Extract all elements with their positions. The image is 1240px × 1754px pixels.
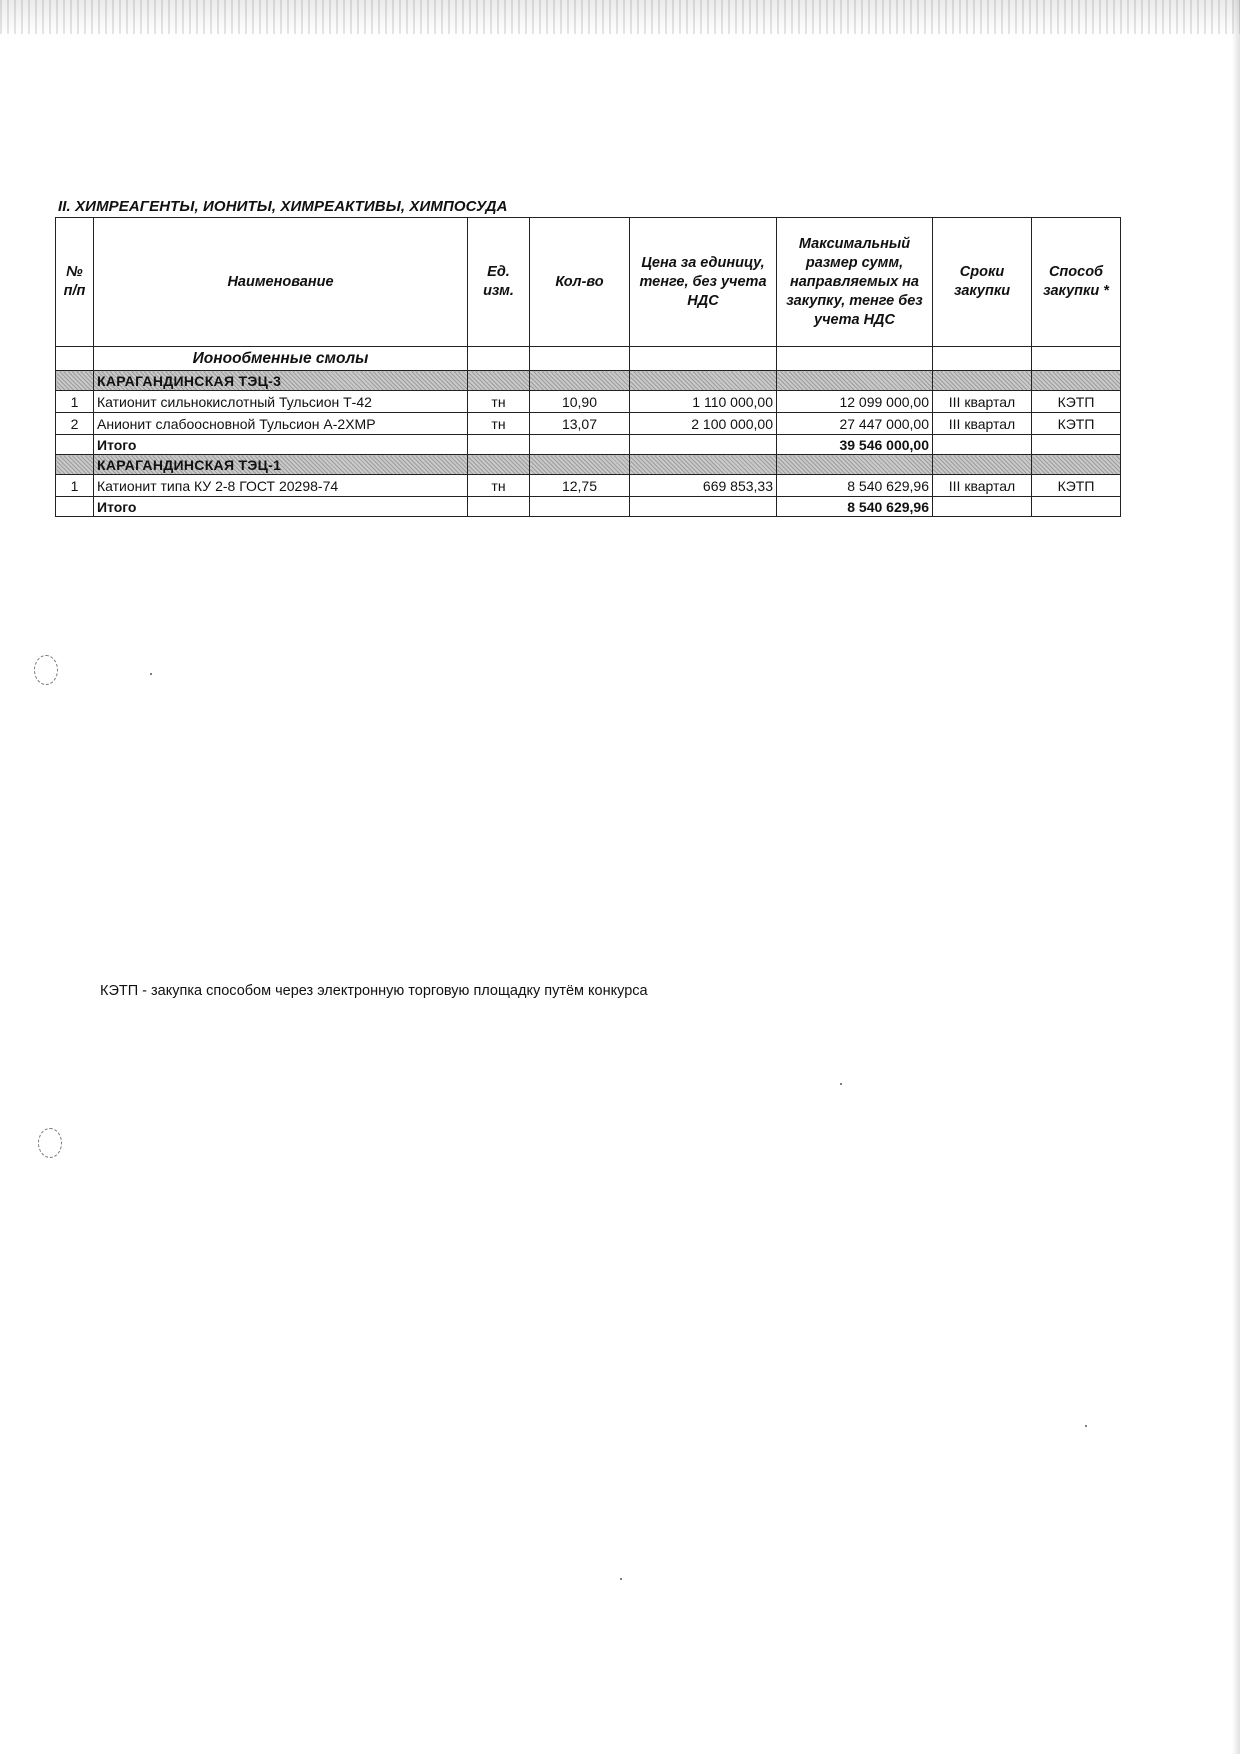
cell-empty <box>630 435 777 455</box>
cell-empty <box>1032 347 1121 371</box>
row-num: 2 <box>56 413 94 435</box>
row-qty: 13,07 <box>530 413 630 435</box>
row-name: Анионит слабоосновной Тульсион А-2ХМР <box>94 413 468 435</box>
cell-empty <box>777 455 933 475</box>
cell-empty <box>933 497 1032 517</box>
row-term: III квартал <box>933 391 1032 413</box>
cell-empty <box>630 371 777 391</box>
header-method: Способ закупки * <box>1032 218 1121 347</box>
row-term: III квартал <box>933 413 1032 435</box>
cell-empty <box>630 347 777 371</box>
row-qty: 12,75 <box>530 475 630 497</box>
row-qty: 10,90 <box>530 391 630 413</box>
punch-hole-mark <box>34 655 58 685</box>
row-num: 1 <box>56 475 94 497</box>
scan-speck <box>620 1578 622 1580</box>
header-unit: Ед. изм. <box>468 218 530 347</box>
total-sum: 39 546 000,00 <box>777 435 933 455</box>
header-qty: Кол-во <box>530 218 630 347</box>
row-method: КЭТП <box>1032 391 1121 413</box>
footnote: КЭТП - закупка способом через электронную торговую площадку путём конкурса <box>100 983 648 999</box>
punch-hole-mark <box>38 1128 62 1158</box>
header-num: № п/п <box>56 218 94 347</box>
cell-empty <box>933 435 1032 455</box>
header-max-sum: Максимальный размер сумм, направляемых на закупку, тенге без учета НДС <box>777 218 933 347</box>
cell-empty <box>468 435 530 455</box>
cell-empty <box>777 371 933 391</box>
cell-empty <box>468 371 530 391</box>
scan-speck <box>150 673 152 675</box>
row-price: 1 110 000,00 <box>630 391 777 413</box>
cell-empty <box>777 347 933 371</box>
row-method: КЭТП <box>1032 413 1121 435</box>
scan-right-edge <box>1232 0 1240 1754</box>
row-sum: 8 540 629,96 <box>777 475 933 497</box>
cell-empty <box>630 497 777 517</box>
total-row <box>56 435 1121 455</box>
cell-empty <box>56 371 94 391</box>
total-row <box>56 497 1121 517</box>
row-price: 2 100 000,00 <box>630 413 777 435</box>
cell-empty <box>933 455 1032 475</box>
section-title: II. ХИМРЕАГЕНТЫ, ИОНИТЫ, ХИМРЕАКТИВЫ, ХИМПОСУДА <box>58 198 508 215</box>
table-row <box>56 475 1121 497</box>
row-name: Катионит типа КУ 2-8 ГОСТ 20298-74 <box>94 475 468 497</box>
cell-empty <box>56 455 94 475</box>
total-sum: 8 540 629,96 <box>777 497 933 517</box>
cell-empty <box>530 497 630 517</box>
table-row <box>56 413 1121 435</box>
cell-empty <box>56 435 94 455</box>
row-unit: тн <box>468 391 530 413</box>
scan-top-edge <box>0 0 1240 34</box>
row-unit: тн <box>468 475 530 497</box>
row-term: III квартал <box>933 475 1032 497</box>
row-unit: тн <box>468 413 530 435</box>
row-sum: 27 447 000,00 <box>777 413 933 435</box>
cell-empty <box>1032 497 1121 517</box>
header-price: Цена за единицу, тенге, без учета НДС <box>630 218 777 347</box>
header-terms: Сроки закупки <box>933 218 1032 347</box>
table-row <box>56 391 1121 413</box>
group-row <box>56 371 1121 391</box>
cell-empty <box>56 347 94 371</box>
cell-empty <box>468 455 530 475</box>
row-method: КЭТП <box>1032 475 1121 497</box>
row-name: Катионит сильнокислотный Тульсион Т-42 <box>94 391 468 413</box>
cell-empty <box>630 455 777 475</box>
cell-empty <box>1032 435 1121 455</box>
table-header-row <box>56 218 1121 347</box>
row-price: 669 853,33 <box>630 475 777 497</box>
cell-empty <box>1032 455 1121 475</box>
cell-empty <box>530 455 630 475</box>
cell-empty <box>933 347 1032 371</box>
cell-empty <box>933 371 1032 391</box>
subheader-label: Ионообменные смолы <box>94 347 468 371</box>
subheader-row <box>56 347 1121 371</box>
row-num: 1 <box>56 391 94 413</box>
cell-empty <box>530 347 630 371</box>
cell-empty <box>56 497 94 517</box>
cell-empty <box>468 497 530 517</box>
cell-empty <box>530 371 630 391</box>
group-row <box>56 455 1121 475</box>
row-sum: 12 099 000,00 <box>777 391 933 413</box>
cell-empty <box>530 435 630 455</box>
total-label: Итого <box>94 497 468 517</box>
group-label: КАРАГАНДИНСКАЯ ТЭЦ-1 <box>94 455 468 475</box>
scan-speck <box>840 1083 842 1085</box>
group-label: КАРАГАНДИНСКАЯ ТЭЦ-3 <box>94 371 468 391</box>
scan-speck <box>1085 1425 1087 1427</box>
cell-empty <box>1032 371 1121 391</box>
header-name: Наименование <box>94 218 468 347</box>
total-label: Итого <box>94 435 468 455</box>
cell-empty <box>468 347 530 371</box>
procurement-table <box>55 217 1121 517</box>
